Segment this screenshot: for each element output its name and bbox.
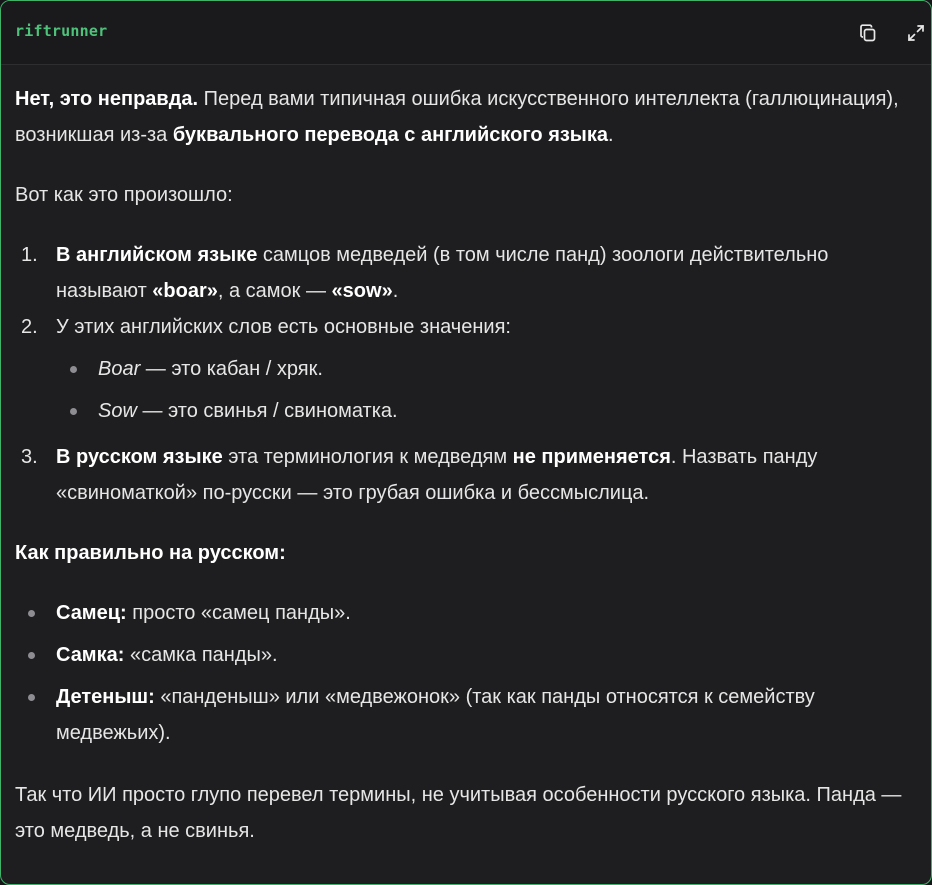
list-item [15,439,915,511]
list-item [15,637,915,673]
list-item [15,393,915,429]
term-label: Самец: [56,602,127,624]
expand-icon [906,23,926,43]
intro-paragraph [15,81,915,153]
list-item [15,309,915,345]
list-item [15,679,915,751]
intro-bold-tail: буквального перевода с английского языка [172,124,609,146]
bullet-dot [28,652,35,659]
step-text: эта терминология к медведям [222,446,513,468]
step-number: 1. [21,244,38,266]
term-text: просто «самец панды». [126,602,351,624]
list-item [15,351,915,387]
conclusion-paragraph: Так что ИИ просто глупо перевел термины, не учитывая особенности русского языка. Панда — это медведь, а не свинья. [15,784,902,842]
step-text: . Назвать панду «свиноматкой» по-русски — это грубая ошибка и бессмыслица. [56,446,818,504]
message-body [15,81,915,849]
list-item [15,595,915,631]
meanings-list [15,351,915,429]
list-item [15,237,915,309]
steps-list [15,237,915,345]
step-number: 2. [21,316,38,338]
step-text: самцов медведей (в том числе панд) зоологи действительно называют [56,244,829,302]
step-bold: не применяется [512,446,671,468]
term-text: «панденыш» или «медвежонок» (так как панды относятся к семейству медвежьих). [56,686,815,744]
expand-button[interactable] [904,21,928,45]
bullet-dot [70,408,77,415]
intro-end: . [608,124,614,146]
bullet-dot [70,366,77,373]
step-bold: В английском языке [56,244,258,266]
how-paragraph: Вот как это произошло: [15,184,233,206]
term-text: — это кабан / хряк. [140,358,323,380]
term-label: Детеныш: [56,686,155,708]
term-label: Самка: [56,644,125,666]
copy-icon [858,23,878,43]
bullet-dot [28,610,35,617]
copy-button[interactable] [856,21,880,45]
correct-terms-list [15,595,915,751]
correct-heading [15,535,915,571]
step-bold: «boar» [152,280,218,302]
step-bold: В русском языке [56,446,223,468]
term-italic: Sow [98,400,137,422]
term-italic: Boar [98,358,141,380]
term-text: — это свинья / свиноматка. [136,400,398,422]
bullet-dot [28,694,35,701]
step-text: У этих английских слов есть основные значения: [56,316,511,338]
term-text: «самка панды». [124,644,278,666]
intro-text: Перед вами типичная ошибка искусственного интеллекта (галлюцинация), возникшая из-за [15,88,899,146]
correct-heading-text: Как правильно на русском: [15,542,286,564]
step-number: 3. [21,446,38,468]
step-bold: «sow» [331,280,393,302]
card-header [1,1,931,65]
intro-bold-lead: Нет, это неправда. [15,88,199,110]
steps-list-continued [15,439,915,511]
model-name: riftrunner [15,22,108,40]
step-text: . [392,280,399,302]
step-text: , а самок — [217,280,332,302]
